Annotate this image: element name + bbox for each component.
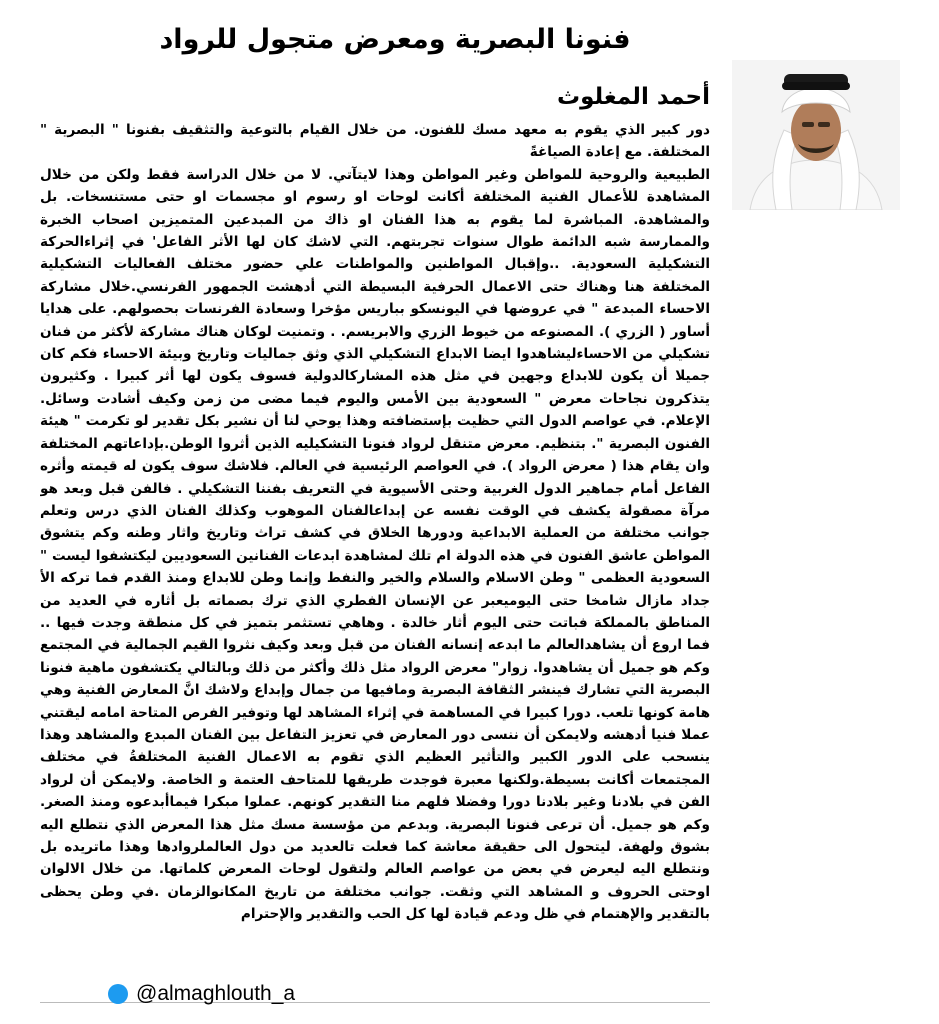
article-body bbox=[40, 119, 710, 926]
author-name: أحمد المغلوث bbox=[556, 84, 710, 110]
article-paragraph: دور كبير الذي يقوم به معهد مسك للفنون. من خلال القيام بالتوعية والتثقيف بفنونا " البصرية " المختلفة. مع إعادة الصياغةً bbox=[40, 122, 710, 161]
article-paragraph: الطبيعية والروحية للمواطن وغير المواطن وهذا لايتآتي. لا من خلال الدراسة فقط ولكن من خلال المشاهدة للأعمال الفنية المختلفة أكانت لوحات او رسوم او مجسمات او حتى مستنسخات. بل والمشاهدة. المباشرة لما يقوم به هذا الفنان او ذاك من المبدعين المتميزين اصحاب الخبرة والممارسة شبه الدائمة طوال سنوات تجربتهم. التي لاشك كان لها الأثر الفاعل' في إثراءالحركة التشكيلية السعودية. ..وإقبال المواطنين والمواطنات علي حضور مختلف الفعاليات التشكيلية المختلفة هنا وهناك حتى الاعمال الحرفية البسيطة التي أدهشت الجمهور الفرنسي.خلال مشاركة الاحساء المبدعة " في عروضها في اليونسكو بباريس مؤخرا وسعادة الفرنسات بحصولهم. على هدايا أساور ( الزري ). المصنوعه من خيوط الزري والابريسم. . وتمنيت لوكان هناك مشاركة لأكثر من فنان تشكيلي من الاحساءليشاهدوا ايضا الابداع التشكيلي الذي وثق جماليات وتاريخ وبيئة الاحساء فكم كان جميلا أن يكون للابداع وجهين في مثل هذه المشاركالدولية فسوف يكون لها أثر كبيرا . وكثيرون يتذكرون نجاحات معرض " السعودية بين الأمس واليوم فيما مضى من زمن وكيف أشادت وسائل. الإعلام. في عواصم الدول التي حظيت بإستضافته وهذا يوحي لنا أن نشير بكل تقدير لو تكرمت " هيئة الفنون البصرية ". بتنظيم. معرض متنقل لرواد فنونا التشكيليه الذين أثروا الوطن.بإداعاتهم المختلفة وان يقام هذا ( معرض الرواد ). في العواصم الرئيسية في العالم. فلاشك سوف يكون له قيمته وأثره الفاعل أمام جماهير الدول الغربية وحتى الأسيوية في التعريف بفننا التشكيلي . فالفن قبل وبعد هو مرآة مصقولة يكشف في الوقت نفسه عن إبداعالفنان الموهوب وكذلك الفنان الذي درس وتعلم جوانب مختلفة من العملية الابداعية ودورها الخلاق في كشف تراث وتاريخ واثار وطنه وكم يتشوق المواطن عاشق الفنون في هذه الدولة ام تلك لمشاهدة ابدعات الفنانين السعوديين ليكتشفوا ليست " السعودية العظمى " وطن الاسلام والسلام والخير والنفط وإنما وطن للابداع ومنذ القدم فما تركه الأ جداد مازال شامخا حتى اليوميعبر عن الإنسان الفطري الذي ترك بصماته بل أثاره في العديد من المناطق بالمملكة فباتت حتى اليوم أثار خالدة . وهاهي تستثمر بتميز في كل منطقة وجدت فيها .. فما اروع أن يشاهدالعالم ما ابدعه إنسانه الفنان من قبل وبعد وكيف نثروا القيم الجمالية في المجتمع وكم هو جميل أن يشاهدوا. زوار" معرض الرواد مثل ذلك وأكثر من ذلك وبالتالي يكتشفون ماهية فنونا البصرية التي تشارك فينشر الثقافة البصرية ومافيها من جمال وإبداع ولاشك انَّ المعارض الفنية وهي هامة كونها تلعب. دورا كبيرا في المساهمة في إثراء المشاهد لها وتوفير الفرص المتاحة امامه ليقتني عملا فنيا أدهشه ولايمكن أن ننسى دور المعارض في تعزيز التفاعل بين الفنان المبدع والمشاهد وهذا ينسحب على الدور الكبير والتأثير العظيم الذي تقوم به الاعمال الفنية المختلفةُ في مختلف المجتمعات أكانت بسيطة.ولكنها معبرة فوجدت طريقها للمتاحف العتمة و الخاصة. ولايمكن أن لرواد الفن في بلادنا وغير بلادنا دورا وفضلا فلهم منا التقدير كونهم. عملوا مبكرا فيماأبدعوه ومنذ الصغر. وكم هو جميل. أن ترعى فنونا البصرية. وبدعم من مؤسسة مسك مثل هذا المعرض الذي نتطلع اليه بشوق ولهفة. ليتحول الى حقيقة معاشة كما فعلت تالعديد من دول العالملروادها وهذا ماتريده بل ونتطلع اليه ليعرض في بعض من عواصم العالم ولتقول لوحات المعرض كلماتها. من خلال الالوان اوحتى الحروف و المشاهد التي وثقت. جوانب مختلفة من تاريخ المكانوالزمان .في وطن يحظى بالتقدير والإهتمام في ظل ودعم قيادة لها كل الحب والتقدير والإحترام bbox=[40, 166, 710, 923]
author-photo bbox=[732, 60, 900, 210]
social-icon bbox=[108, 984, 128, 1004]
article-headline: فنونا البصرية ومعرض متجول للرواد bbox=[159, 24, 631, 55]
social-handle-text: @almaghlouth_a bbox=[136, 982, 296, 1005]
social-handle bbox=[108, 974, 328, 1014]
